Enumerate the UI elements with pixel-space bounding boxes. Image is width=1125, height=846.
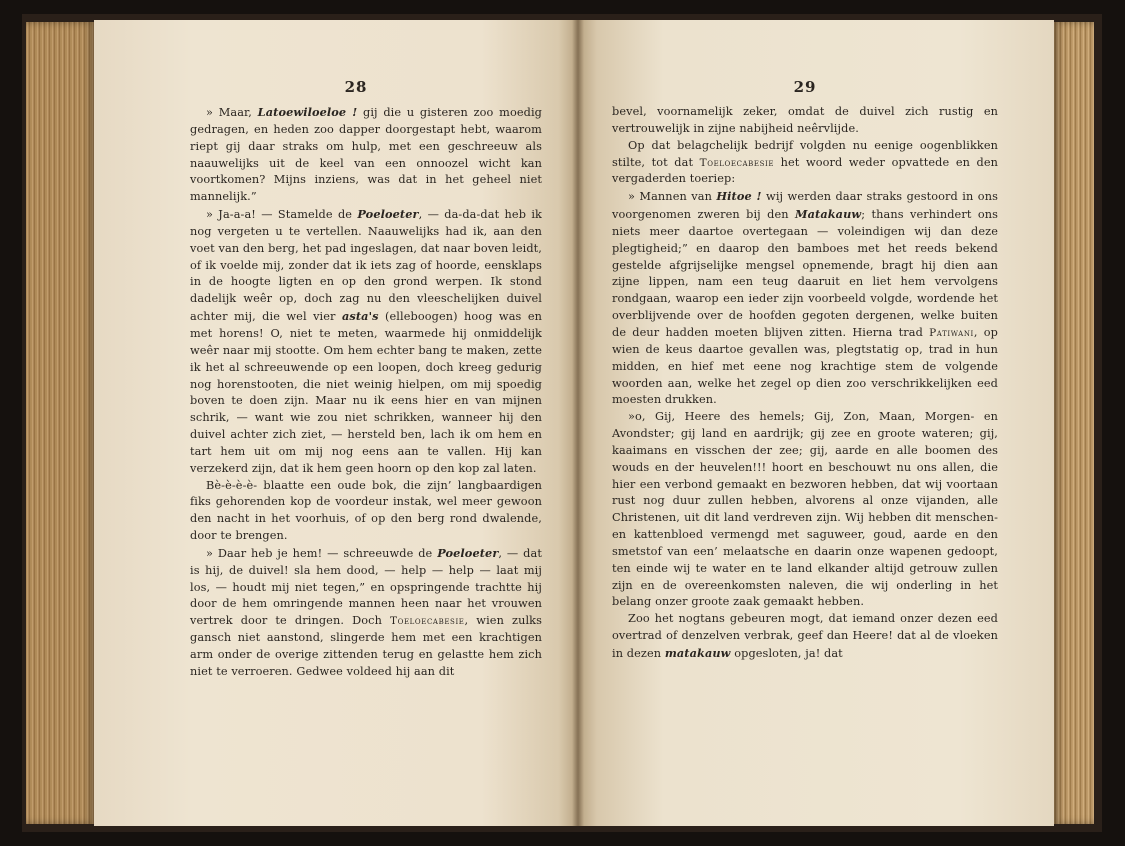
right-page-edges: [1052, 22, 1094, 824]
small-caps-name: Toeloecabesie: [699, 156, 775, 169]
book-gutter: [572, 20, 584, 826]
page-number-left: 28: [344, 78, 368, 96]
italic-term: matakauw: [664, 646, 731, 660]
right-page: [578, 20, 1054, 826]
italic-term: Matakauw: [794, 207, 862, 222]
page-number-right: 29: [793, 78, 817, 96]
left-paragraph: Bè-è-è-è- blaatte een oude bok, die zijn’ langbaardigen fiks gehorenden kop de voordeur instak, wel meer gewoon den nacht in het voorhuis, of op den berg rond dwalende, door te brengen.: [190, 478, 542, 543]
small-caps-name: Patiwani: [929, 326, 974, 339]
small-caps-name: Toeloecabesie: [390, 615, 465, 628]
right-paragraph: » Mannen van Hitoe ! wij werden daar straks gestoord in ons voorgenomen zweren bij den Matakauw; thans verhindert ons niets meer daartoe overtegaan — voleindigen wij dan deze plegtigheid;” en daarop den bamboes met het reeds bekend gestelde afgrijselijke mengsel opnemende, bragt hij dien aan zijne lippen, nam een teug daaruit en liet hem vervolgens rondgaan, waarop een ieder zijn voorbeeld volgde, wordende het overblijvende over de hoofden gegoten dergenen, welke buiten de deur hadden moeten blijven zitten. Hierna trad Patiwani, op wien de keus daartoe gevallen was, plegtstatig op, trad in hun midden, en hief met eene nog krachtige stem de volgende woorden aan, welke het zegel op dien zoo verschrikkelijken eed moesten drukken.: [612, 189, 998, 407]
italic-term: Hitoe !: [716, 189, 762, 204]
italic-term: Latoewiloeloe !: [257, 105, 358, 119]
italic-term: Poeloeter: [357, 207, 419, 222]
right-paragraph: Op dat belagchelijk bedrijf volgden nu eenige oogenblikken stilte, tot dat Toeloecabesie het woord weder opvattede en den vergaderden toeriep:: [612, 138, 998, 186]
right-paragraph: »o, Gij, Heere des hemels; Gij, Zon, Maan, Morgen- en Avondster; gij land en aardrijk; gij zee en groote wateren; gij, kaaimans en visschen der zee; gij, aarde en alle boomen des wouds en der heuvelen!!! hoort en beschouwt nu ons allen, die hier een verbond gemaakt en bezworen hebben, dat wij voortaan rust nog duur zullen hebben, alvorens al onze vijanden, alle Christenen, uit dit land verdreven zijn. Wij hebben dit menschen- en kattenbloed vermengd met saguweer, goud, aarde en den smetstof van een’ melaatsche en daarin onze wapenen gedoopt, ten einde wij te water en te land elkander altijd getrouw zullen zijn en de overeenkomsten naleven, die wij onderling in het belang onzer groote zaak gemaakt hebben.: [612, 410, 998, 609]
left-page-text: [190, 104, 542, 681]
left-paragraph: » Daar heb je hem! — schreeuwde de Poeloeter, — dat is hij, de duivel! sla hem dood, — help — help — laat mij los, — houdt mij niet tegen,” en opspringende trachtte hij door de hem omringende mannen heen naar het vrouwen vertrek door te dringen. Doch Toeloecabesie, wien zulks gansch niet aanstond, slingerde hem met een krachtigen arm onder de overige zittenden terug en gelastte hem zich niet te verroeren. Gedwee voldeed hij aan dit: [190, 545, 542, 678]
right-paragraph: Zoo het nogtans gebeuren mogt, dat iemand onzer dezen eed overtrad of denzelven verbrak, geef dan Heere! dat al de vloeken in dezen matakauw opgesloten, ja! dat: [612, 612, 998, 660]
left-paragraph: » Maar, Latoewiloeloe ! gij die u gisteren zoo moedig gedragen, en heden zoo dapper doorgestapt hebt, waarom riept gij daar straks om hulp, met een geschreeuw als naauwelijks uit de keel van een onnoozel wicht kan voortkomen? Mijns inziens, was dat in het geheel niet mannelijk.”: [190, 105, 543, 204]
italic-term: Poeloeter: [437, 545, 499, 560]
right-paragraph: bevel, voornamelijk zeker, omdat de duivel zich rustig en vertrouwelijk in zijne nabijheid neêrvlijde.: [612, 105, 998, 135]
left-page: [94, 20, 578, 826]
italic-term: asta's: [341, 309, 379, 324]
left-paragraph: » Ja-a-a! — Stamelde de Poeloeter, — da-da-dat heb ik nog vergeten u te vertellen. Naauwelijks had ik, aan den voet van den berg, het pad ingeslagen, dat naar boven leidt, of ik voelde mij, zonder dat ik iets zag of hoorde, eensklaps in de hoogte ligten en op den grond werpen. Ik stond dadelijk weêr op, doch zag nu den vleeschelijken duivel achter mij, die wel vier asta's (elleboogen) hoog was en met horens! O, niet te meten, waarmede hij onmiddelijk weêr naar mij stootte. Om hem echter bang te maken, zette ik het al schreeuwende op een loopen, doch kreeg gedurig nog horenstooten, die niet weinig hielpen, om mij spoedig boven te doen zijn. Maar nu ik eens hier en van mijnen schrik, — want wie zou niet schrikken, wanneer hij den duivel achter zich ziet, — hersteld ben, lach ik om hem en tart hem uit om mij nog eens aan te vallen. Hij kan verzekerd zijn, dat ik hem geen hoorn op den kop zal laten.: [190, 207, 542, 475]
right-page-text: [612, 104, 998, 663]
left-page-edges: [26, 22, 96, 824]
